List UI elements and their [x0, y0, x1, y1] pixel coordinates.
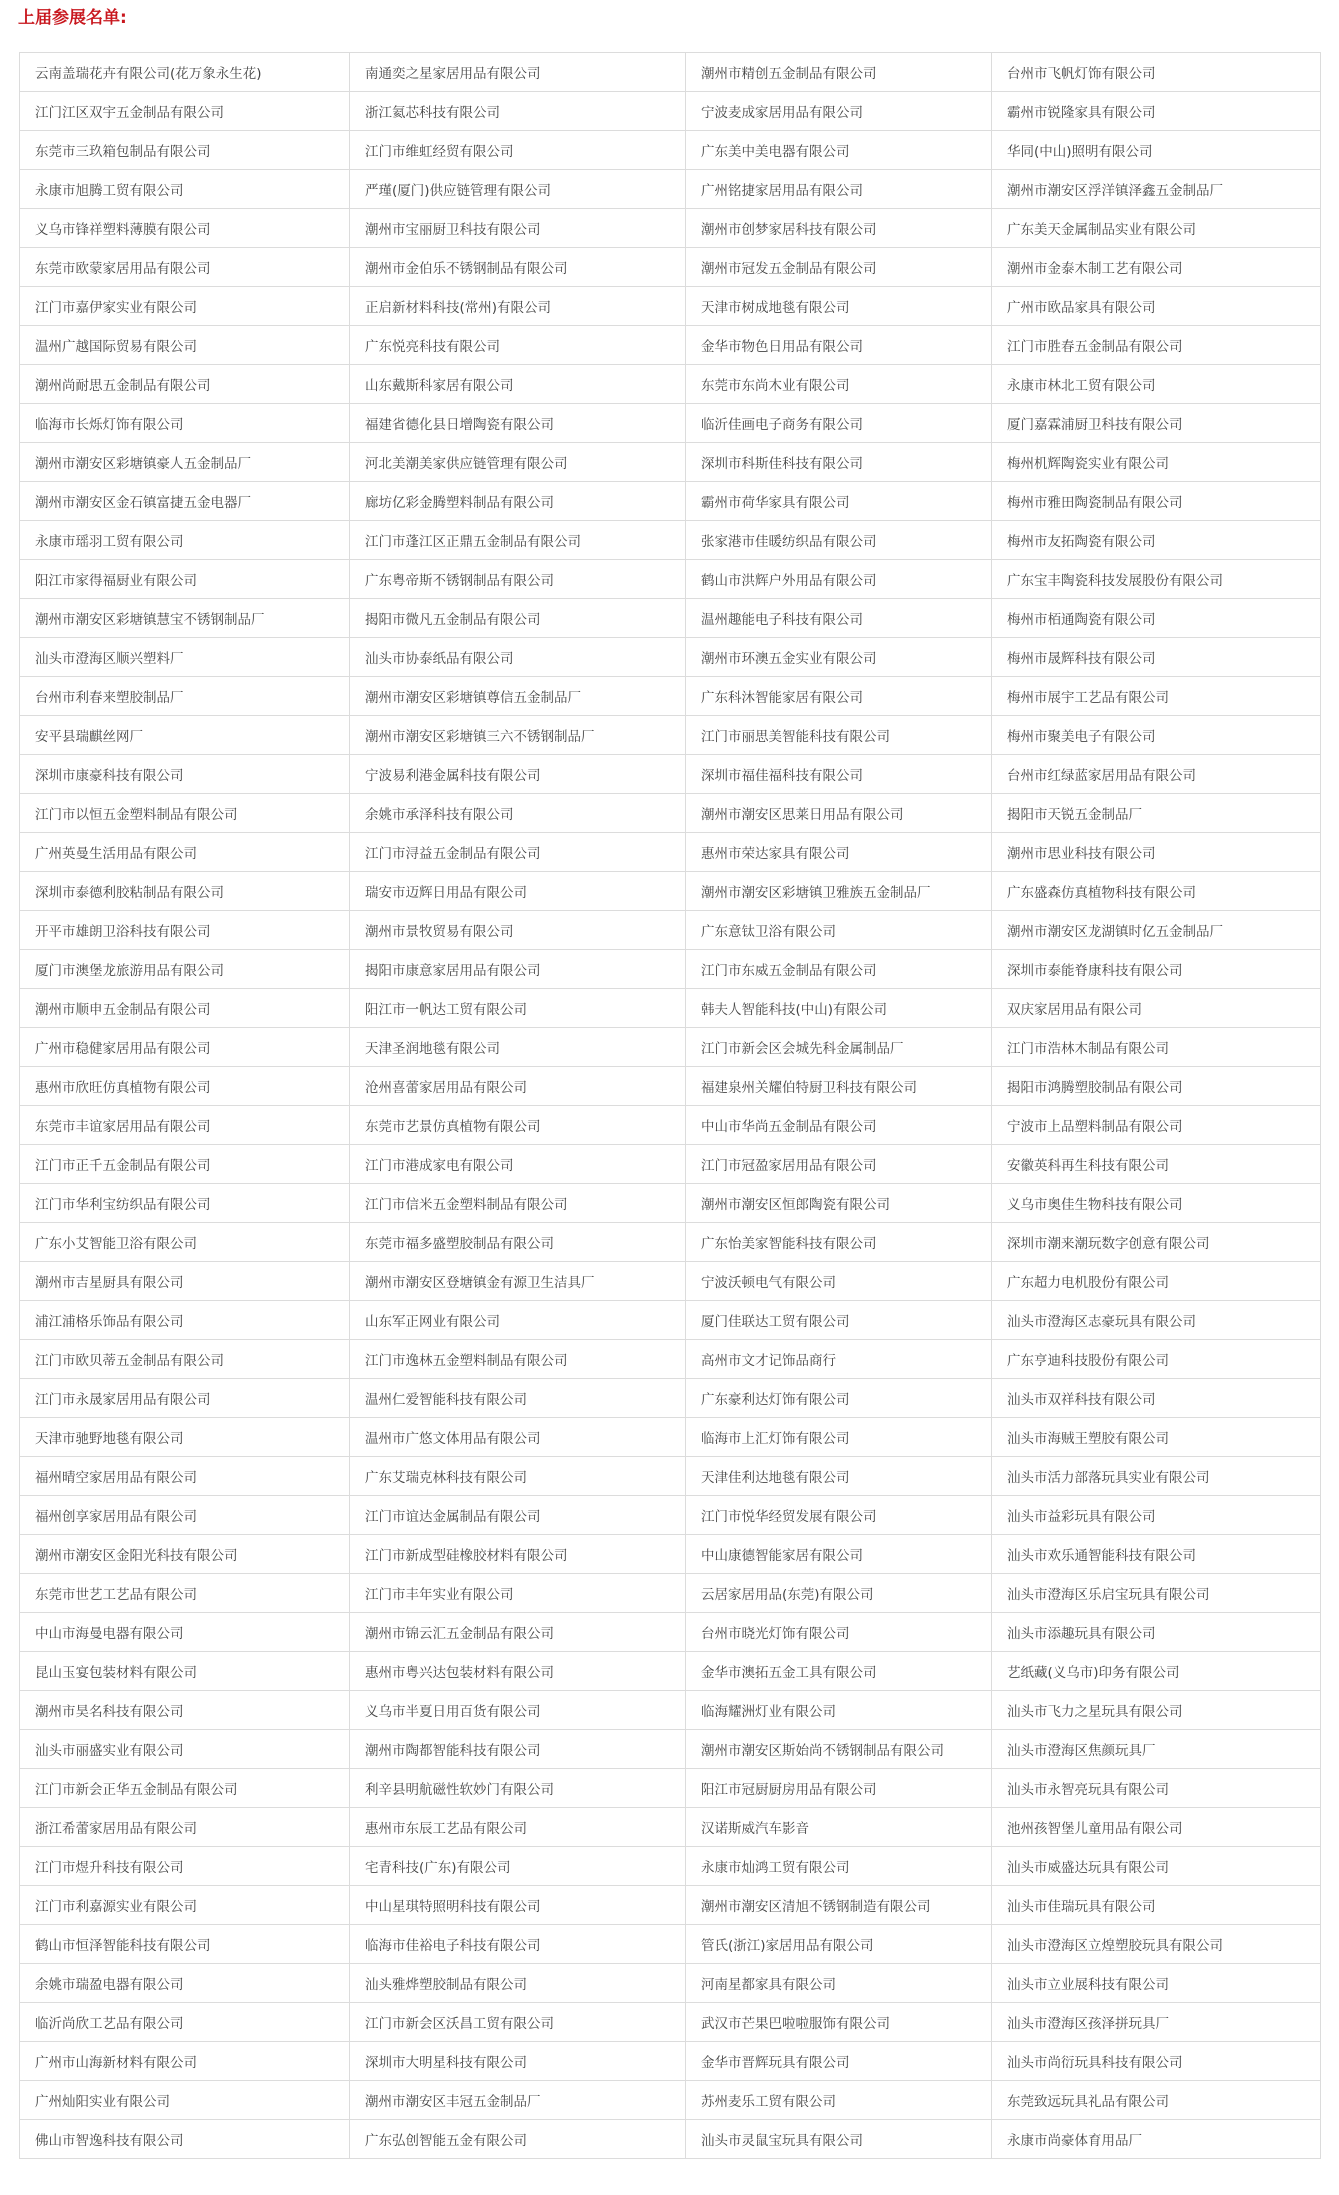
- exhibitor-name-cell: 义乌市锋祥塑料薄膜有限公司: [20, 209, 350, 248]
- exhibitor-name-cell: 汕头市添趣玩具有限公司: [992, 1613, 1321, 1652]
- exhibitor-name-cell: 福建省德化县日增陶瓷有限公司: [350, 404, 686, 443]
- exhibitor-name-cell: 艺纸藏(义乌市)印务有限公司: [992, 1652, 1321, 1691]
- exhibitor-name-cell: 武汉市芒果巴啦啦服饰有限公司: [686, 2003, 992, 2042]
- exhibitor-name-cell: 潮州市吉星厨具有限公司: [20, 1262, 350, 1301]
- exhibitor-name-cell: 台州市利春来塑胶制品厂: [20, 677, 350, 716]
- exhibitor-name-cell: 东莞市欧蒙家居用品有限公司: [20, 248, 350, 287]
- exhibitor-name-cell: 苏州麦乐工贸有限公司: [686, 2081, 992, 2120]
- exhibitor-name-cell: 广东超力电机股份有限公司: [992, 1262, 1321, 1301]
- exhibitor-table-body: [20, 53, 1321, 2159]
- exhibitor-name-cell: 管氏(浙江)家居用品有限公司: [686, 1925, 992, 1964]
- exhibitor-name-cell: 潮州市思业科技有限公司: [992, 833, 1321, 872]
- exhibitor-name-cell: 中山星琪特照明科技有限公司: [350, 1886, 686, 1925]
- exhibitor-name-cell: 潮州市潮安区彩塘镇卫雅族五金制品厂: [686, 872, 992, 911]
- exhibitor-name-cell: 池州孩智堡儿童用品有限公司: [992, 1808, 1321, 1847]
- exhibitor-name-cell: 汕头市澄海区乐启宝玩具有限公司: [992, 1574, 1321, 1613]
- exhibitor-name-cell: 河南星都家具有限公司: [686, 1964, 992, 2003]
- exhibitor-name-cell: 广东亨迪科技股份有限公司: [992, 1340, 1321, 1379]
- exhibitor-name-cell: 潮州市顺申五金制品有限公司: [20, 989, 350, 1028]
- exhibitor-name-cell: 天津市驰野地毯有限公司: [20, 1418, 350, 1457]
- exhibitor-name-cell: 天津市树成地毯有限公司: [686, 287, 992, 326]
- exhibitor-name-cell: 潮州市潮安区清旭不锈钢制造有限公司: [686, 1886, 992, 1925]
- exhibitor-name-cell: 汕头市澄海区立煌塑胶玩具有限公司: [992, 1925, 1321, 1964]
- table-row: [20, 638, 1321, 677]
- exhibitor-name-cell: 瑞安市迈辉日用品有限公司: [350, 872, 686, 911]
- exhibitor-name-cell: 惠州市荣达家具有限公司: [686, 833, 992, 872]
- table-row: [20, 989, 1321, 1028]
- exhibitor-name-cell: 梅州市聚美电子有限公司: [992, 716, 1321, 755]
- exhibitor-name-cell: 广东美中美电器有限公司: [686, 131, 992, 170]
- exhibitor-name-cell: 天津圣润地毯有限公司: [350, 1028, 686, 1067]
- exhibitor-name-cell: 揭阳市微凡五金制品有限公司: [350, 599, 686, 638]
- exhibitor-name-cell: 广东豪利达灯饰有限公司: [686, 1379, 992, 1418]
- table-row: [20, 92, 1321, 131]
- exhibitor-name-cell: 揭阳市鸿腾塑胶制品有限公司: [992, 1067, 1321, 1106]
- exhibitor-name-cell: 广州市稳健家居用品有限公司: [20, 1028, 350, 1067]
- exhibitor-name-cell: 浙江氦芯科技有限公司: [350, 92, 686, 131]
- exhibitor-name-cell: 云南盖瑞花卉有限公司(花万象永生花): [20, 53, 350, 92]
- exhibitor-name-cell: 江门市新会区会城先科金属制品厂: [686, 1028, 992, 1067]
- exhibitor-name-cell: 潮州市环澳五金实业有限公司: [686, 638, 992, 677]
- table-row: [20, 1223, 1321, 1262]
- exhibitor-name-cell: 江门市丽思美智能科技有限公司: [686, 716, 992, 755]
- exhibitor-name-cell: 永康市尚豪体育用品厂: [992, 2120, 1321, 2159]
- table-row: [20, 404, 1321, 443]
- exhibitor-name-cell: 汕头市欢乐通智能科技有限公司: [992, 1535, 1321, 1574]
- table-row: [20, 2003, 1321, 2042]
- exhibitor-name-cell: 福建泉州关耀伯特厨卫科技有限公司: [686, 1067, 992, 1106]
- exhibitor-name-cell: 汕头市澄海区顺兴塑料厂: [20, 638, 350, 677]
- exhibitor-name-cell: 汕头市永智亮玩具有限公司: [992, 1769, 1321, 1808]
- exhibitor-name-cell: 揭阳市康意家居用品有限公司: [350, 950, 686, 989]
- exhibitor-name-cell: 宁波麦成家居用品有限公司: [686, 92, 992, 131]
- table-row: [20, 1496, 1321, 1535]
- exhibitor-name-cell: 广东科沐智能家居有限公司: [686, 677, 992, 716]
- exhibitor-name-cell: 广东盛森仿真植物科技有限公司: [992, 872, 1321, 911]
- exhibitor-name-cell: 江门市悦华经贸发展有限公司: [686, 1496, 992, 1535]
- exhibitor-name-cell: 江门市利嘉源实业有限公司: [20, 1886, 350, 1925]
- exhibitor-name-cell: 温州仁爱智能科技有限公司: [350, 1379, 686, 1418]
- exhibitor-name-cell: 安徽英科再生科技有限公司: [992, 1145, 1321, 1184]
- exhibitor-name-cell: 东莞市世艺工艺品有限公司: [20, 1574, 350, 1613]
- exhibitor-name-cell: 正启新材料科技(常州)有限公司: [350, 287, 686, 326]
- exhibitor-name-cell: 江门市胜春五金制品有限公司: [992, 326, 1321, 365]
- exhibitor-name-cell: 山东军正网业有限公司: [350, 1301, 686, 1340]
- table-row: [20, 677, 1321, 716]
- exhibitor-name-cell: 张家港市佳暖纺织品有限公司: [686, 521, 992, 560]
- exhibitor-name-cell: 江门市正千五金制品有限公司: [20, 1145, 350, 1184]
- exhibitor-name-cell: 阳江市一帆达工贸有限公司: [350, 989, 686, 1028]
- exhibitor-name-cell: 广东意钛卫浴有限公司: [686, 911, 992, 950]
- exhibitor-name-cell: 厦门嘉霖浦厨卫科技有限公司: [992, 404, 1321, 443]
- exhibitor-name-cell: 汕头市丽盛实业有限公司: [20, 1730, 350, 1769]
- exhibitor-name-cell: 安平县瑞麒丝网厂: [20, 716, 350, 755]
- table-row: [20, 1652, 1321, 1691]
- exhibitor-name-cell: 江门市东威五金制品有限公司: [686, 950, 992, 989]
- exhibitor-name-cell: 潮州市陶都智能科技有限公司: [350, 1730, 686, 1769]
- exhibitor-name-cell: 台州市红绿蓝家居用品有限公司: [992, 755, 1321, 794]
- exhibitor-name-cell: 利辛县明航磁性软妙门有限公司: [350, 1769, 686, 1808]
- table-row: [20, 1301, 1321, 1340]
- exhibitor-name-cell: 东莞市东尚木业有限公司: [686, 365, 992, 404]
- exhibitor-name-cell: 深圳市泰德利胶粘制品有限公司: [20, 872, 350, 911]
- exhibitor-name-cell: 台州市晓光灯饰有限公司: [686, 1613, 992, 1652]
- table-row: [20, 833, 1321, 872]
- exhibitor-name-cell: 惠州市东辰工艺品有限公司: [350, 1808, 686, 1847]
- exhibitor-name-cell: 中山市华尚五金制品有限公司: [686, 1106, 992, 1145]
- exhibitor-name-cell: 梅州市雅田陶瓷制品有限公司: [992, 482, 1321, 521]
- exhibitor-name-cell: 金华市物色日用品有限公司: [686, 326, 992, 365]
- exhibitor-name-cell: 广州英曼生活用品有限公司: [20, 833, 350, 872]
- exhibitor-name-cell: 潮州市潮安区彩塘镇尊信五金制品厂: [350, 677, 686, 716]
- exhibitor-name-cell: 山东戴斯科家居有限公司: [350, 365, 686, 404]
- table-row: [20, 1457, 1321, 1496]
- table-row: [20, 1613, 1321, 1652]
- exhibitor-name-cell: 深圳市潮来潮玩数字创意有限公司: [992, 1223, 1321, 1262]
- exhibitor-name-cell: 天津佳利达地毯有限公司: [686, 1457, 992, 1496]
- table-row: [20, 1574, 1321, 1613]
- exhibitor-name-cell: 汕头市活力部落玩具实业有限公司: [992, 1457, 1321, 1496]
- exhibitor-name-cell: 深圳市康豪科技有限公司: [20, 755, 350, 794]
- exhibitor-name-cell: 霸州市锐隆家具有限公司: [992, 92, 1321, 131]
- table-row: [20, 248, 1321, 287]
- table-row: [20, 209, 1321, 248]
- table-row: [20, 2120, 1321, 2159]
- exhibitor-name-cell: 广州市欧品家具有限公司: [992, 287, 1321, 326]
- table-row: [20, 599, 1321, 638]
- exhibitor-name-cell: 义乌市半夏日用百货有限公司: [350, 1691, 686, 1730]
- exhibitor-name-cell: 广州铭捷家居用品有限公司: [686, 170, 992, 209]
- exhibitor-name-cell: 梅州市展宇工艺品有限公司: [992, 677, 1321, 716]
- exhibitor-name-cell: 梅州市友拓陶瓷有限公司: [992, 521, 1321, 560]
- table-row: [20, 950, 1321, 989]
- table-row: [20, 131, 1321, 170]
- exhibitor-name-cell: 宁波市上品塑料制品有限公司: [992, 1106, 1321, 1145]
- exhibitor-name-cell: 东莞市福多盛塑胶制品有限公司: [350, 1223, 686, 1262]
- table-row: [20, 1418, 1321, 1457]
- exhibitor-name-cell: 潮州市景牧贸易有限公司: [350, 911, 686, 950]
- exhibitor-name-cell: 潮州市潮安区金阳光科技有限公司: [20, 1535, 350, 1574]
- exhibitor-name-cell: 开平市雄朗卫浴科技有限公司: [20, 911, 350, 950]
- exhibitor-name-cell: 汕头市澄海区焦颜玩具厂: [992, 1730, 1321, 1769]
- exhibitor-name-cell: 江门市维虹经贸有限公司: [350, 131, 686, 170]
- table-row: [20, 170, 1321, 209]
- exhibitor-name-cell: 福州晴空家居用品有限公司: [20, 1457, 350, 1496]
- exhibitor-name-cell: 双庆家居用品有限公司: [992, 989, 1321, 1028]
- exhibitor-name-cell: 华同(中山)照明有限公司: [992, 131, 1321, 170]
- exhibitor-name-cell: 江门市信米五金塑料制品有限公司: [350, 1184, 686, 1223]
- exhibitor-name-cell: 江门市浩林木制品有限公司: [992, 1028, 1321, 1067]
- exhibitor-name-cell: 江门市煜升科技有限公司: [20, 1847, 350, 1886]
- table-row: [20, 1067, 1321, 1106]
- table-row: [20, 521, 1321, 560]
- exhibitor-name-cell: 浦江浦格乐饰品有限公司: [20, 1301, 350, 1340]
- exhibitor-name-cell: 潮州市潮安区龙湖镇时亿五金制品厂: [992, 911, 1321, 950]
- exhibitor-name-cell: 梅州机辉陶瓷实业有限公司: [992, 443, 1321, 482]
- exhibitor-name-cell: 临海市上汇灯饰有限公司: [686, 1418, 992, 1457]
- exhibitor-name-cell: 潮州市冠发五金制品有限公司: [686, 248, 992, 287]
- exhibitor-name-cell: 东莞市三玖箱包制品有限公司: [20, 131, 350, 170]
- exhibitor-name-cell: 梅州市晟辉科技有限公司: [992, 638, 1321, 677]
- exhibitor-name-cell: 梅州市栢通陶瓷有限公司: [992, 599, 1321, 638]
- exhibitor-name-cell: 江门市谊达金属制品有限公司: [350, 1496, 686, 1535]
- exhibitor-name-cell: 临海耀洲灯业有限公司: [686, 1691, 992, 1730]
- exhibitor-name-cell: 潮州市潮安区彩塘镇豪人五金制品厂: [20, 443, 350, 482]
- exhibitor-name-cell: 广东悦亮科技有限公司: [350, 326, 686, 365]
- exhibitor-name-cell: 霸州市荷华家具有限公司: [686, 482, 992, 521]
- exhibitor-name-cell: 汉诺斯威汽车影音: [686, 1808, 992, 1847]
- exhibitor-name-cell: 南通奕之星家居用品有限公司: [350, 53, 686, 92]
- exhibitor-name-cell: 中山康德智能家居有限公司: [686, 1535, 992, 1574]
- exhibitor-name-cell: 温州趣能电子科技有限公司: [686, 599, 992, 638]
- table-row: [20, 794, 1321, 833]
- exhibitor-name-cell: 厦门佳联达工贸有限公司: [686, 1301, 992, 1340]
- exhibitor-name-cell: 临海市长烁灯饰有限公司: [20, 404, 350, 443]
- exhibitor-name-cell: 永康市林北工贸有限公司: [992, 365, 1321, 404]
- exhibitor-name-cell: 永康市瑶羽工贸有限公司: [20, 521, 350, 560]
- exhibitor-name-cell: 潮州市金伯乐不锈钢制品有限公司: [350, 248, 686, 287]
- exhibitor-name-cell: 汕头市澄海区志豪玩具有限公司: [992, 1301, 1321, 1340]
- exhibitor-name-cell: 江门市华利宝纺织品有限公司: [20, 1184, 350, 1223]
- exhibitor-name-cell: 潮州市潮安区彩塘镇慧宝不锈钢制品厂: [20, 599, 350, 638]
- exhibitor-name-cell: 广东粤帝斯不锈钢制品有限公司: [350, 560, 686, 599]
- exhibitor-name-cell: 廊坊亿彩金腾塑料制品有限公司: [350, 482, 686, 521]
- exhibitor-name-cell: 惠州市粤兴达包装材料有限公司: [350, 1652, 686, 1691]
- exhibitor-name-cell: 汕头市尚衍玩具科技有限公司: [992, 2042, 1321, 2081]
- table-row: [20, 443, 1321, 482]
- exhibitor-name-cell: 广州灿阳实业有限公司: [20, 2081, 350, 2120]
- exhibitor-name-cell: 临海市佳裕电子科技有限公司: [350, 1925, 686, 1964]
- exhibitor-name-cell: 高州市文才记饰品商行: [686, 1340, 992, 1379]
- exhibitor-name-cell: 厦门市澳堡龙旅游用品有限公司: [20, 950, 350, 989]
- table-row: [20, 365, 1321, 404]
- exhibitor-name-cell: 严瑾(厦门)供应链管理有限公司: [350, 170, 686, 209]
- exhibitor-name-cell: 潮州市潮安区彩塘镇三六不锈钢制品厂: [350, 716, 686, 755]
- exhibitor-name-cell: 汕头市立业展科技有限公司: [992, 1964, 1321, 2003]
- exhibitor-name-cell: 江门市嘉伊家实业有限公司: [20, 287, 350, 326]
- exhibitor-name-cell: 潮州市潮安区斯始尚不锈钢制品有限公司: [686, 1730, 992, 1769]
- exhibitor-name-cell: 云居家居用品(东莞)有限公司: [686, 1574, 992, 1613]
- exhibitor-name-cell: 汕头市灵鼠宝玩具有限公司: [686, 2120, 992, 2159]
- exhibitor-name-cell: 深圳市科斯佳科技有限公司: [686, 443, 992, 482]
- exhibitor-name-cell: 永康市旭腾工贸有限公司: [20, 170, 350, 209]
- exhibitor-name-cell: 汕头市飞力之星玩具有限公司: [992, 1691, 1321, 1730]
- table-row: [20, 1262, 1321, 1301]
- exhibitor-name-cell: 江门市逸林五金塑料制品有限公司: [350, 1340, 686, 1379]
- table-row: [20, 326, 1321, 365]
- table-row: [20, 2081, 1321, 2120]
- exhibitor-name-cell: 江门市浔益五金制品有限公司: [350, 833, 686, 872]
- exhibitor-name-cell: 宁波易利港金属科技有限公司: [350, 755, 686, 794]
- table-row: [20, 1535, 1321, 1574]
- exhibitor-name-cell: 江门市新会区沃昌工贸有限公司: [350, 2003, 686, 2042]
- exhibitor-name-cell: 深圳市大明星科技有限公司: [350, 2042, 686, 2081]
- table-row: [20, 911, 1321, 950]
- exhibitor-name-cell: 潮州市宝丽厨卫科技有限公司: [350, 209, 686, 248]
- exhibitor-name-cell: 江门市蓬江区正鼎五金制品有限公司: [350, 521, 686, 560]
- exhibitor-name-cell: 潮州市潮安区金石镇富捷五金电器厂: [20, 482, 350, 521]
- exhibitor-name-cell: 汕头市威盛达玩具有限公司: [992, 1847, 1321, 1886]
- exhibitor-name-cell: 汕头雅烨塑胶制品有限公司: [350, 1964, 686, 2003]
- exhibitor-name-cell: 广东美天金属制品实业有限公司: [992, 209, 1321, 248]
- exhibitor-name-cell: 福州创享家居用品有限公司: [20, 1496, 350, 1535]
- exhibitor-name-cell: 广东小艾智能卫浴有限公司: [20, 1223, 350, 1262]
- exhibitor-name-cell: 温州市广悠文体用品有限公司: [350, 1418, 686, 1457]
- exhibitor-name-cell: 阳江市家得福厨业有限公司: [20, 560, 350, 599]
- table-row: [20, 1964, 1321, 2003]
- table-row: [20, 53, 1321, 92]
- exhibitor-name-cell: 义乌市奥佳生物科技有限公司: [992, 1184, 1321, 1223]
- exhibitor-name-cell: 韩夫人智能科技(中山)有限公司: [686, 989, 992, 1028]
- exhibitor-name-cell: 潮州市潮安区思莱日用品有限公司: [686, 794, 992, 833]
- table-row: [20, 1847, 1321, 1886]
- table-row: [20, 1145, 1321, 1184]
- exhibitor-name-cell: 江门市欧贝蒂五金制品有限公司: [20, 1340, 350, 1379]
- exhibitor-name-cell: 汕头市益彩玩具有限公司: [992, 1496, 1321, 1535]
- exhibitor-name-cell: 潮州市潮安区浮洋镇泽鑫五金制品厂: [992, 170, 1321, 209]
- exhibitor-name-cell: 临沂佳画电子商务有限公司: [686, 404, 992, 443]
- table-row: [20, 1340, 1321, 1379]
- exhibitor-name-cell: 金华市晋辉玩具有限公司: [686, 2042, 992, 2081]
- exhibitor-name-cell: 河北美潮美家供应链管理有限公司: [350, 443, 686, 482]
- exhibitor-name-cell: 江门市丰年实业有限公司: [350, 1574, 686, 1613]
- exhibitor-name-cell: 沧州喜蕾家居用品有限公司: [350, 1067, 686, 1106]
- exhibitor-name-cell: 潮州市昊名科技有限公司: [20, 1691, 350, 1730]
- exhibitor-name-cell: 东莞市艺景仿真植物有限公司: [350, 1106, 686, 1145]
- exhibitor-name-cell: 江门市港成家电有限公司: [350, 1145, 686, 1184]
- exhibitor-name-cell: 江门市以恒五金塑料制品有限公司: [20, 794, 350, 833]
- exhibitor-name-cell: 深圳市福佳福科技有限公司: [686, 755, 992, 794]
- table-row: [20, 1808, 1321, 1847]
- exhibitor-name-cell: 温州广越国际贸易有限公司: [20, 326, 350, 365]
- exhibitor-name-cell: 东莞市丰谊家居用品有限公司: [20, 1106, 350, 1145]
- exhibitor-name-cell: 潮州市潮安区登塘镇金有源卫生洁具厂: [350, 1262, 686, 1301]
- exhibitor-name-cell: 永康市灿鸿工贸有限公司: [686, 1847, 992, 1886]
- exhibitor-name-cell: 中山市海曼电器有限公司: [20, 1613, 350, 1652]
- exhibitor-name-cell: 鹤山市洪辉户外用品有限公司: [686, 560, 992, 599]
- exhibitor-name-cell: 潮州尚耐思五金制品有限公司: [20, 365, 350, 404]
- exhibitor-name-cell: 宁波沃顿电气有限公司: [686, 1262, 992, 1301]
- exhibitor-name-cell: 潮州市精创五金制品有限公司: [686, 53, 992, 92]
- exhibitor-name-cell: 余姚市承泽科技有限公司: [350, 794, 686, 833]
- exhibitor-name-cell: 余姚市瑞盈电器有限公司: [20, 1964, 350, 2003]
- exhibitor-name-cell: 汕头市海贼王塑胶有限公司: [992, 1418, 1321, 1457]
- exhibitor-name-cell: 江门市新会正华五金制品有限公司: [20, 1769, 350, 1808]
- exhibitor-name-cell: 惠州市欣旺仿真植物有限公司: [20, 1067, 350, 1106]
- exhibitor-name-cell: 汕头市双祥科技有限公司: [992, 1379, 1321, 1418]
- exhibitor-table: [19, 52, 1321, 2159]
- table-row: [20, 1106, 1321, 1145]
- exhibitor-name-cell: 台州市飞帆灯饰有限公司: [992, 53, 1321, 92]
- exhibitor-name-cell: 宅青科技(广东)有限公司: [350, 1847, 686, 1886]
- table-row: [20, 716, 1321, 755]
- table-row: [20, 1886, 1321, 1925]
- exhibitor-name-cell: 浙江希蕾家居用品有限公司: [20, 1808, 350, 1847]
- exhibitor-name-cell: 潮州市潮安区丰冠五金制品厂: [350, 2081, 686, 2120]
- table-row: [20, 1925, 1321, 1964]
- section-heading: 上届参展名单:: [18, 8, 127, 28]
- table-row: [20, 2042, 1321, 2081]
- exhibitor-name-cell: 江门江区双宇五金制品有限公司: [20, 92, 350, 131]
- exhibitor-name-cell: 汕头市澄海区孩泽拼玩具厂: [992, 2003, 1321, 2042]
- exhibitor-name-cell: 潮州市潮安区恒郎陶瓷有限公司: [686, 1184, 992, 1223]
- exhibitor-name-cell: 揭阳市天锐五金制品厂: [992, 794, 1321, 833]
- table-row: [20, 560, 1321, 599]
- table-row: [20, 1184, 1321, 1223]
- table-row: [20, 755, 1321, 794]
- table-row: [20, 1730, 1321, 1769]
- exhibitor-name-cell: 广东艾瑞克林科技有限公司: [350, 1457, 686, 1496]
- exhibitor-name-cell: 广东弘创智能五金有限公司: [350, 2120, 686, 2159]
- exhibitor-name-cell: 广东怡美家智能科技有限公司: [686, 1223, 992, 1262]
- exhibitor-name-cell: 潮州市锦云汇五金制品有限公司: [350, 1613, 686, 1652]
- table-row: [20, 1028, 1321, 1067]
- table-row: [20, 287, 1321, 326]
- table-row: [20, 1769, 1321, 1808]
- table-row: [20, 1691, 1321, 1730]
- exhibitor-name-cell: 临沂尚欣工艺品有限公司: [20, 2003, 350, 2042]
- table-row: [20, 1379, 1321, 1418]
- table-row: [20, 482, 1321, 521]
- exhibitor-name-cell: 金华市澳拓五金工具有限公司: [686, 1652, 992, 1691]
- exhibitor-name-cell: 广州市山海新材料有限公司: [20, 2042, 350, 2081]
- exhibitor-name-cell: 江门市永晟家居用品有限公司: [20, 1379, 350, 1418]
- exhibitor-name-cell: 东莞致远玩具礼品有限公司: [992, 2081, 1321, 2120]
- exhibitor-name-cell: 广东宝丰陶瓷科技发展股份有限公司: [992, 560, 1321, 599]
- exhibitor-name-cell: 江门市冠盈家居用品有限公司: [686, 1145, 992, 1184]
- exhibitor-name-cell: 潮州市创梦家居科技有限公司: [686, 209, 992, 248]
- exhibitor-name-cell: 汕头市协泰纸品有限公司: [350, 638, 686, 677]
- exhibitor-name-cell: 昆山玉宴包装材料有限公司: [20, 1652, 350, 1691]
- exhibitor-name-cell: 汕头市佳瑞玩具有限公司: [992, 1886, 1321, 1925]
- exhibitor-name-cell: 阳江市冠厨厨房用品有限公司: [686, 1769, 992, 1808]
- exhibitor-name-cell: 佛山市智逸科技有限公司: [20, 2120, 350, 2159]
- table-row: [20, 872, 1321, 911]
- exhibitor-name-cell: 深圳市泰能脊康科技有限公司: [992, 950, 1321, 989]
- exhibitor-name-cell: 潮州市金泰木制工艺有限公司: [992, 248, 1321, 287]
- exhibitor-name-cell: 江门市新成型硅橡胶材料有限公司: [350, 1535, 686, 1574]
- exhibitor-name-cell: 鹤山市恒泽智能科技有限公司: [20, 1925, 350, 1964]
